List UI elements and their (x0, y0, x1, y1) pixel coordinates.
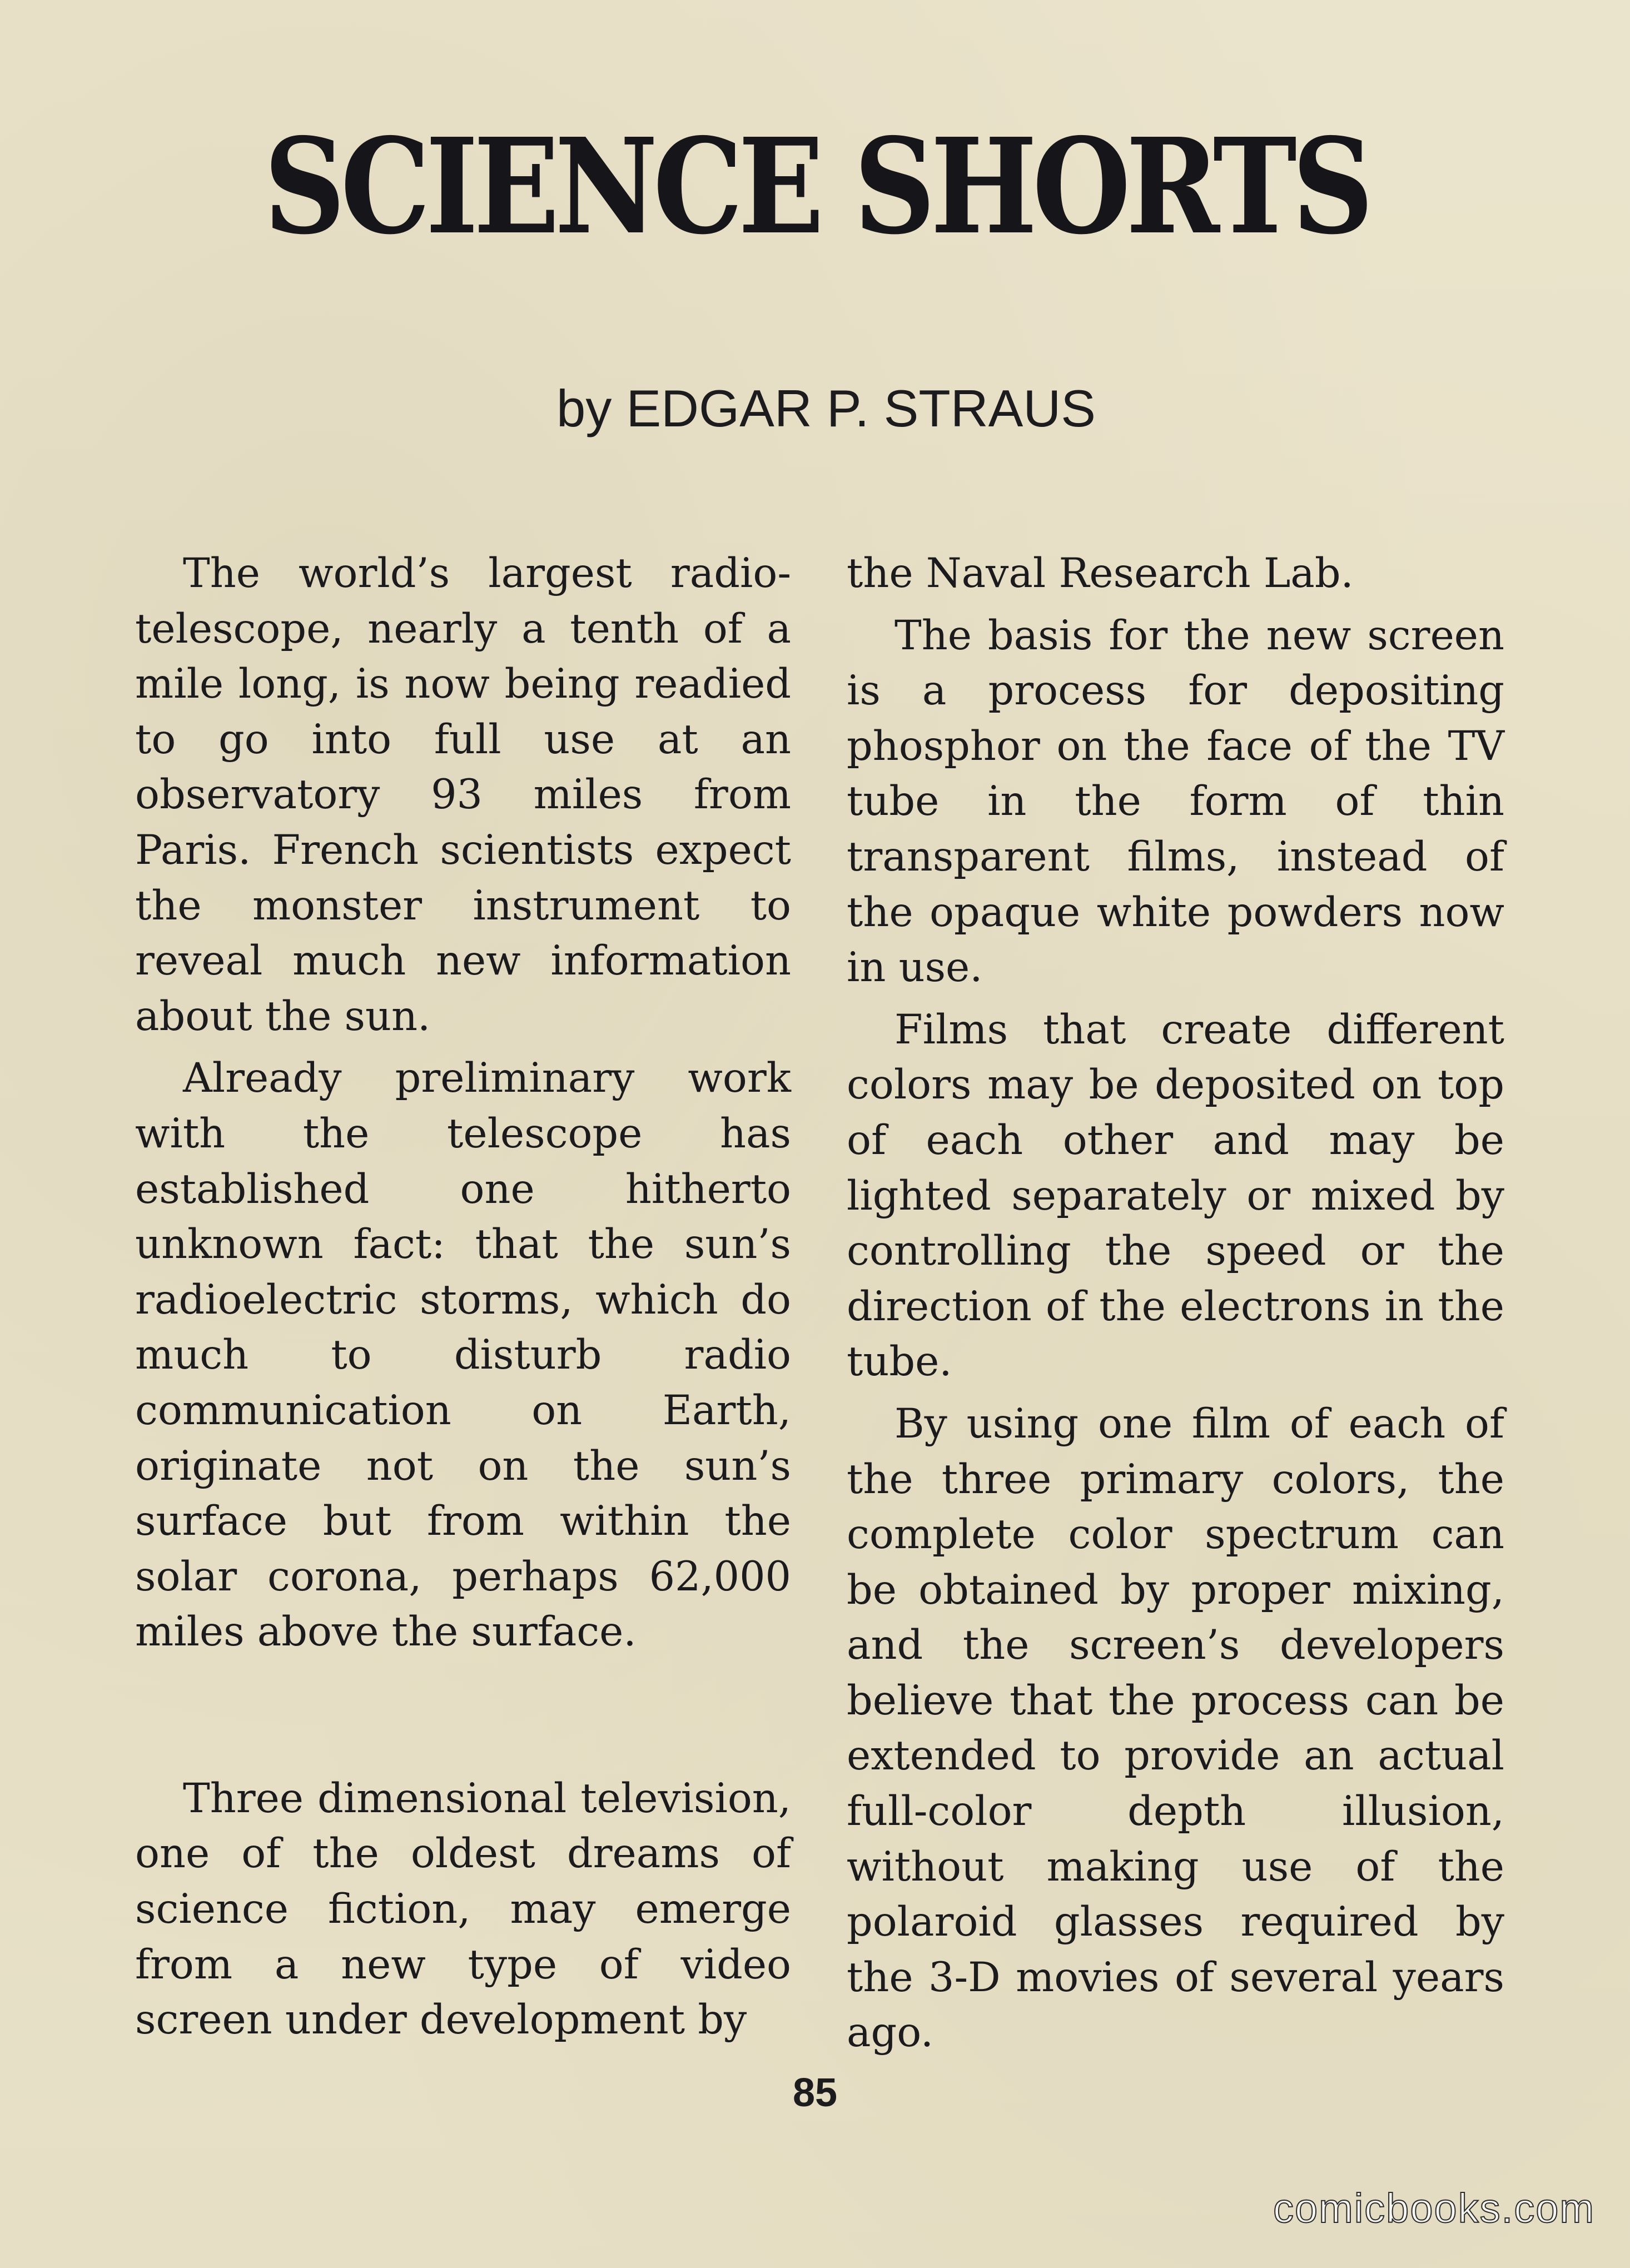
left-column (135, 546, 791, 2048)
watermark: comicbooks.com (1273, 2185, 1595, 2231)
page-number: 85 (792, 2071, 838, 2115)
paragraph-continuation: the Naval Research Lab. (847, 550, 1354, 597)
page-title: SCIENCE SHORTS (264, 109, 1369, 263)
paragraph-radio-telescope: The world’s largest radio-telescope, nearly a tenth of a mile long, is now being readied to go into full use at an observatory 93 miles from Paris. French scientists expect the monster instrument to reveal much new information about the sun. (135, 550, 791, 1040)
paragraph-color-films: Films that create different colors may be deposited on top of each other and may be lighted separately or mixed by controlling the speed or the direction of the electrons in the tube. (847, 1006, 1504, 1386)
right-column (847, 546, 1504, 2061)
paragraph-color-spectrum: By using one film of each of the three primary colors, the complete color spectrum can be obtained by proper mixing, and the screen’s developers believe that the process can be extended to provide an actual full-color depth illusion, without making use of the polaroid glasses required by the 3-D movies of several years ago. (847, 1400, 1504, 2057)
byline: by EDGAR P. STRAUS (556, 379, 1096, 437)
paragraph-3d-television: Three dimensional television, one of the oldest dreams of science fiction, may emerge from a new type of video screen under development by (135, 1774, 791, 2044)
paragraph-solar-storms: Already preliminary work with the telescope has established one hitherto unknown fact: that the sun’s radioelectric storms, which do much to disturb radio communication on Earth, originate not on the sun’s surface but from within the solar corona, perhaps 62,000 miles above the surface. (135, 1055, 791, 1656)
paragraph-phosphor-screen: The basis for the new screen is a process for depositing phosphor on the face of the TV tube in the form of thin transparent films, instead of the opaque white powders now in use. (847, 611, 1504, 992)
